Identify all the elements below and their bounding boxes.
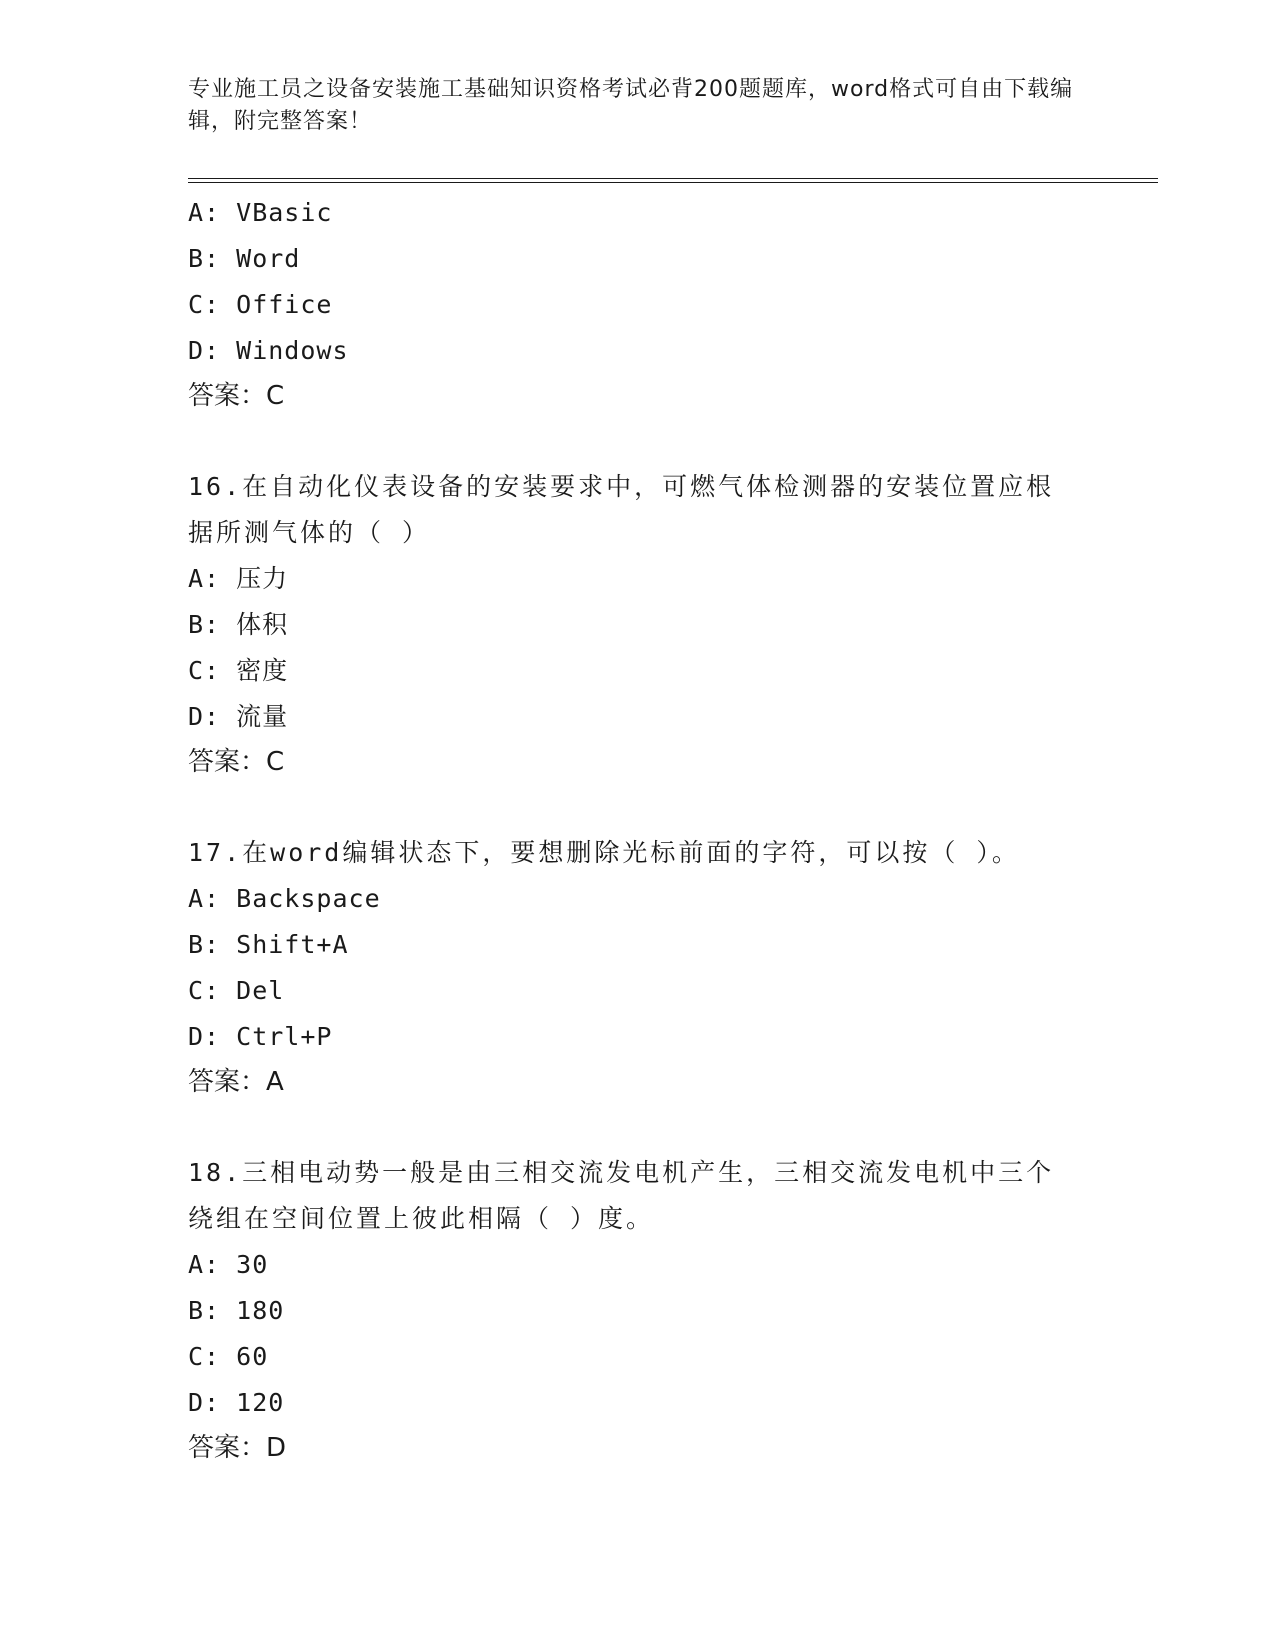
header-divider [188, 178, 1158, 183]
option-a: A: VBasic [188, 198, 333, 227]
question-list [188, 190, 1088, 1470]
option-c: C: 密度 [188, 656, 289, 685]
answer-line: 答案：D [188, 1433, 287, 1463]
option-d: D: 120 [188, 1388, 285, 1417]
answer-line: 答案：C [188, 381, 285, 411]
question-text: 17.在word编辑状态下，要想删除光标前面的字符，可以按（ ）。 [188, 838, 1020, 867]
option-a: A: Backspace [188, 884, 381, 913]
option-b: B: 180 [188, 1296, 285, 1325]
question-block-16 [188, 464, 1088, 784]
option-c: C: Del [188, 976, 285, 1005]
option-a: A: 30 [188, 1250, 269, 1279]
question-text: 16.在自动化仪表设备的安装要求中，可燃气体检测器的安装位置应根据所测气体的（ ） [188, 472, 1055, 547]
question-text: 18.三相电动势一般是由三相交流发电机产生，三相交流发电机中三个绕组在空间位置上彼此相隔（ ）度。 [188, 1158, 1055, 1233]
answer-line: 答案：C [188, 747, 285, 777]
option-b: B: Word [188, 244, 301, 273]
option-c: C: Office [188, 290, 333, 319]
option-b: B: 体积 [188, 610, 289, 639]
option-d: D: 流量 [188, 702, 289, 731]
document-header: 专业施工员之设备安装施工基础知识资格考试必背200题题库，word格式可自由下载编辑，附完整答案！ [188, 77, 1074, 134]
question-block-17 [188, 830, 1088, 1104]
question-block-18 [188, 1150, 1088, 1470]
question-block-15 [188, 190, 1088, 418]
answer-line: 答案：A [188, 1067, 284, 1097]
option-a: A: 压力 [188, 564, 289, 593]
option-c: C: 60 [188, 1342, 269, 1371]
option-b: B: Shift+A [188, 930, 349, 959]
option-d: D: Ctrl+P [188, 1022, 333, 1051]
option-d: D: Windows [188, 336, 349, 365]
